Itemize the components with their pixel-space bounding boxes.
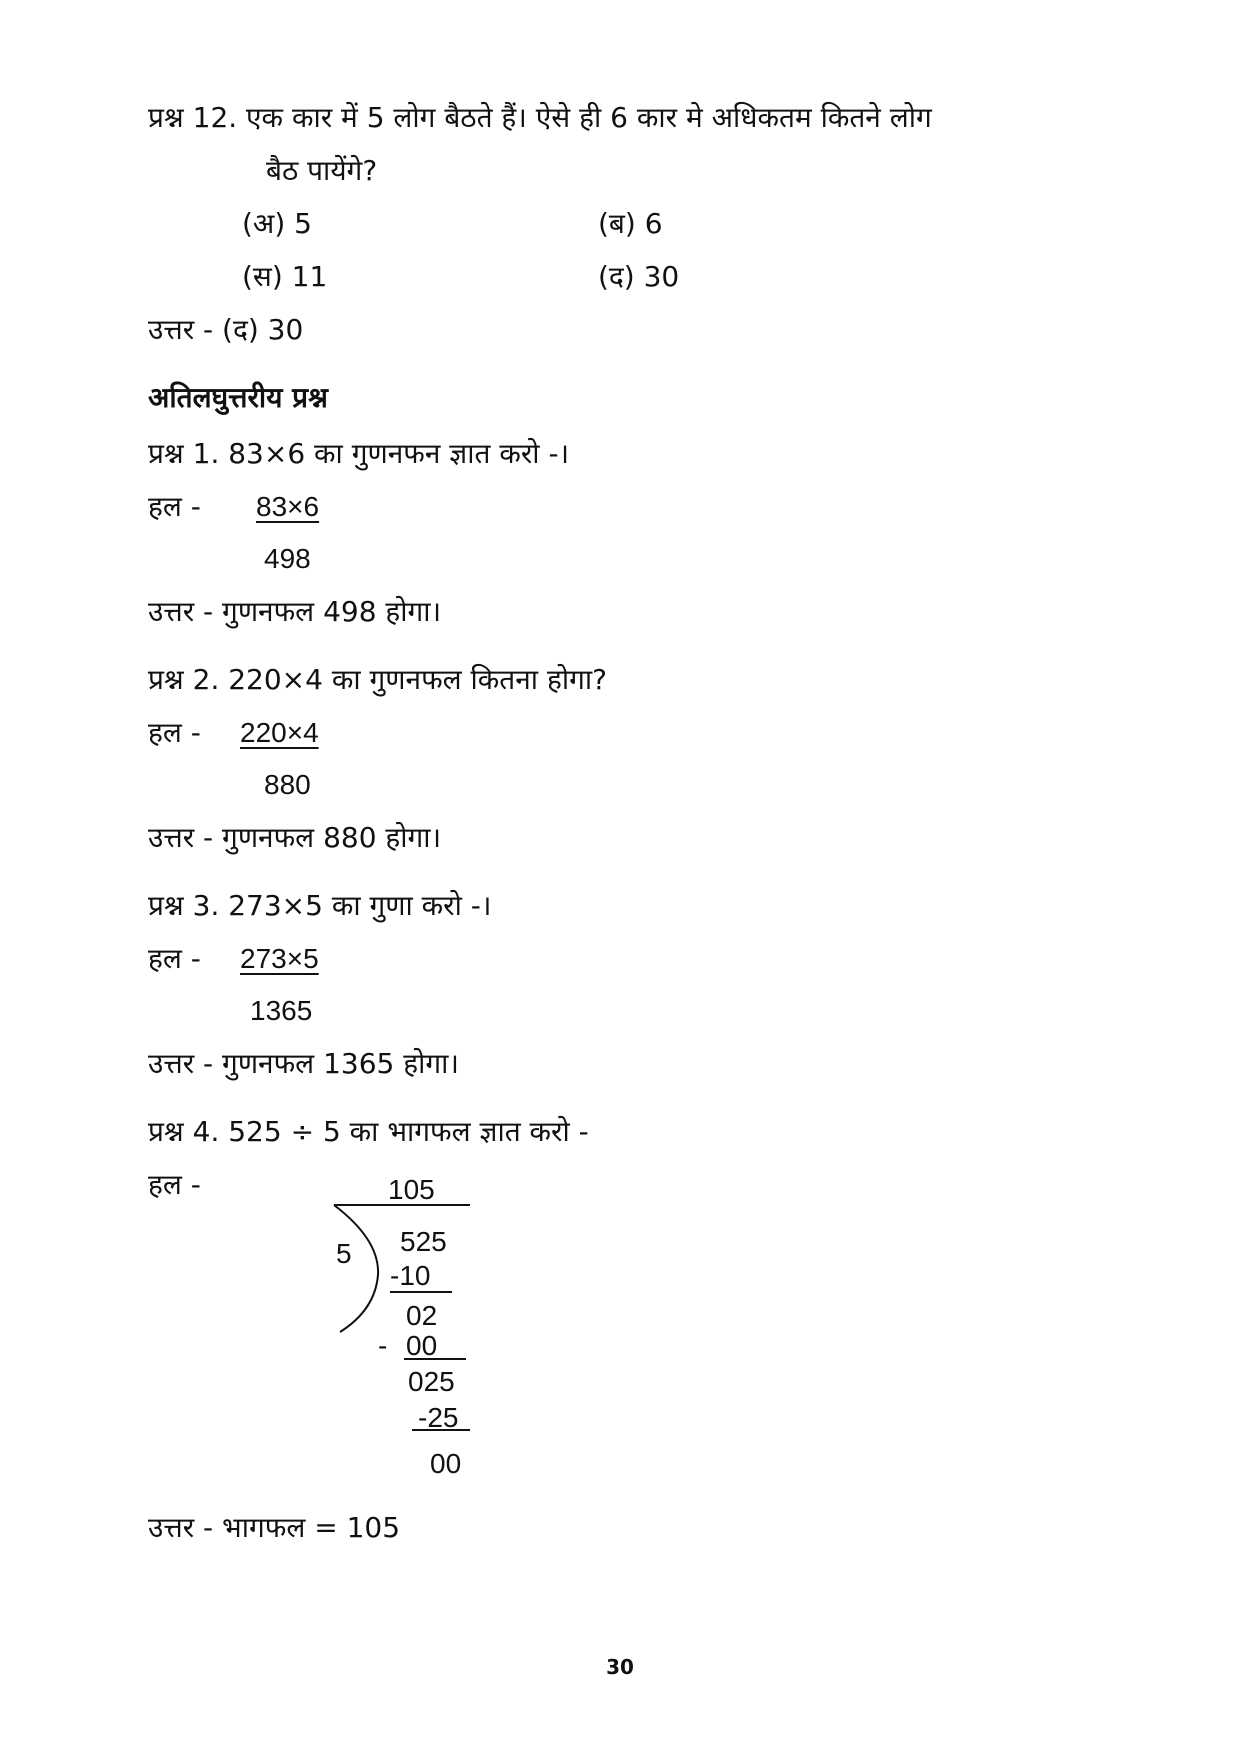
q3-answer: उत्तर - गुणनफल 1365 होगा।	[148, 1047, 459, 1080]
page-number: 30	[606, 1655, 634, 1679]
q2-question: प्रश्न 2. 220×4 का गुणनफल कितना होगा?	[148, 663, 607, 696]
q12-option-c: (स) 11	[242, 260, 328, 293]
q2-expression: 220×4	[240, 717, 319, 748]
q2-result: 880	[264, 769, 311, 800]
q4-answer: उत्तर - भागफल = 105	[148, 1511, 401, 1544]
section-heading: अतिलघुत्तरीय प्रश्न	[148, 381, 328, 414]
q1-answer: उत्तर - गुणनफल 498 होगा।	[148, 595, 442, 628]
q1-result: 498	[264, 543, 311, 574]
q12-option-a: (अ) 5	[242, 207, 312, 240]
q12-option-b: (ब) 6	[598, 207, 663, 240]
q4-question: प्रश्न 4. 525 ÷ 5 का भागफल ज्ञात करो -	[148, 1115, 589, 1148]
q12-option-d: (द) 30	[598, 260, 680, 293]
q3-hal-label: हल -	[148, 942, 201, 975]
division-step2-sub: 00	[406, 1330, 438, 1361]
q12-line1: प्रश्न 12. एक कार में 5 लोग बैठते हैं। ऐसे ही 6 कार मे अधिकतम कितने लोग	[148, 101, 932, 134]
division-quotient: 105	[388, 1174, 435, 1205]
q12-answer: उत्तर - (द) 30	[148, 313, 304, 346]
division-divisor: 5	[336, 1238, 352, 1269]
division-dividend: 525	[400, 1226, 447, 1257]
q1-question: प्रश्न 1. 83×6 का गुणनफन ज्ञात करो -।	[148, 437, 570, 470]
division-step1-rem: 02	[406, 1300, 438, 1331]
q2-hal-label: हल -	[148, 716, 201, 749]
q12-line2: बैठ पायेंगे?	[266, 154, 378, 187]
q2-answer: उत्तर - गुणनफल 880 होगा।	[148, 821, 442, 854]
q4-hal-label: हल -	[148, 1168, 201, 1201]
q1-hal-label: हल -	[148, 490, 201, 523]
q3-expression: 273×5	[240, 943, 319, 974]
q3-result: 1365	[250, 995, 313, 1026]
division-step2-minus: -	[378, 1330, 388, 1361]
division-step3-sub: -25	[418, 1402, 459, 1433]
division-final-rem: 00	[430, 1448, 462, 1479]
division-step1-sub: -10	[390, 1260, 431, 1291]
q3-question: प्रश्न 3. 273×5 का गुणा करो -।	[148, 889, 492, 922]
q1-expression: 83×6	[256, 491, 320, 522]
division-step2-rem: 025	[408, 1366, 455, 1397]
